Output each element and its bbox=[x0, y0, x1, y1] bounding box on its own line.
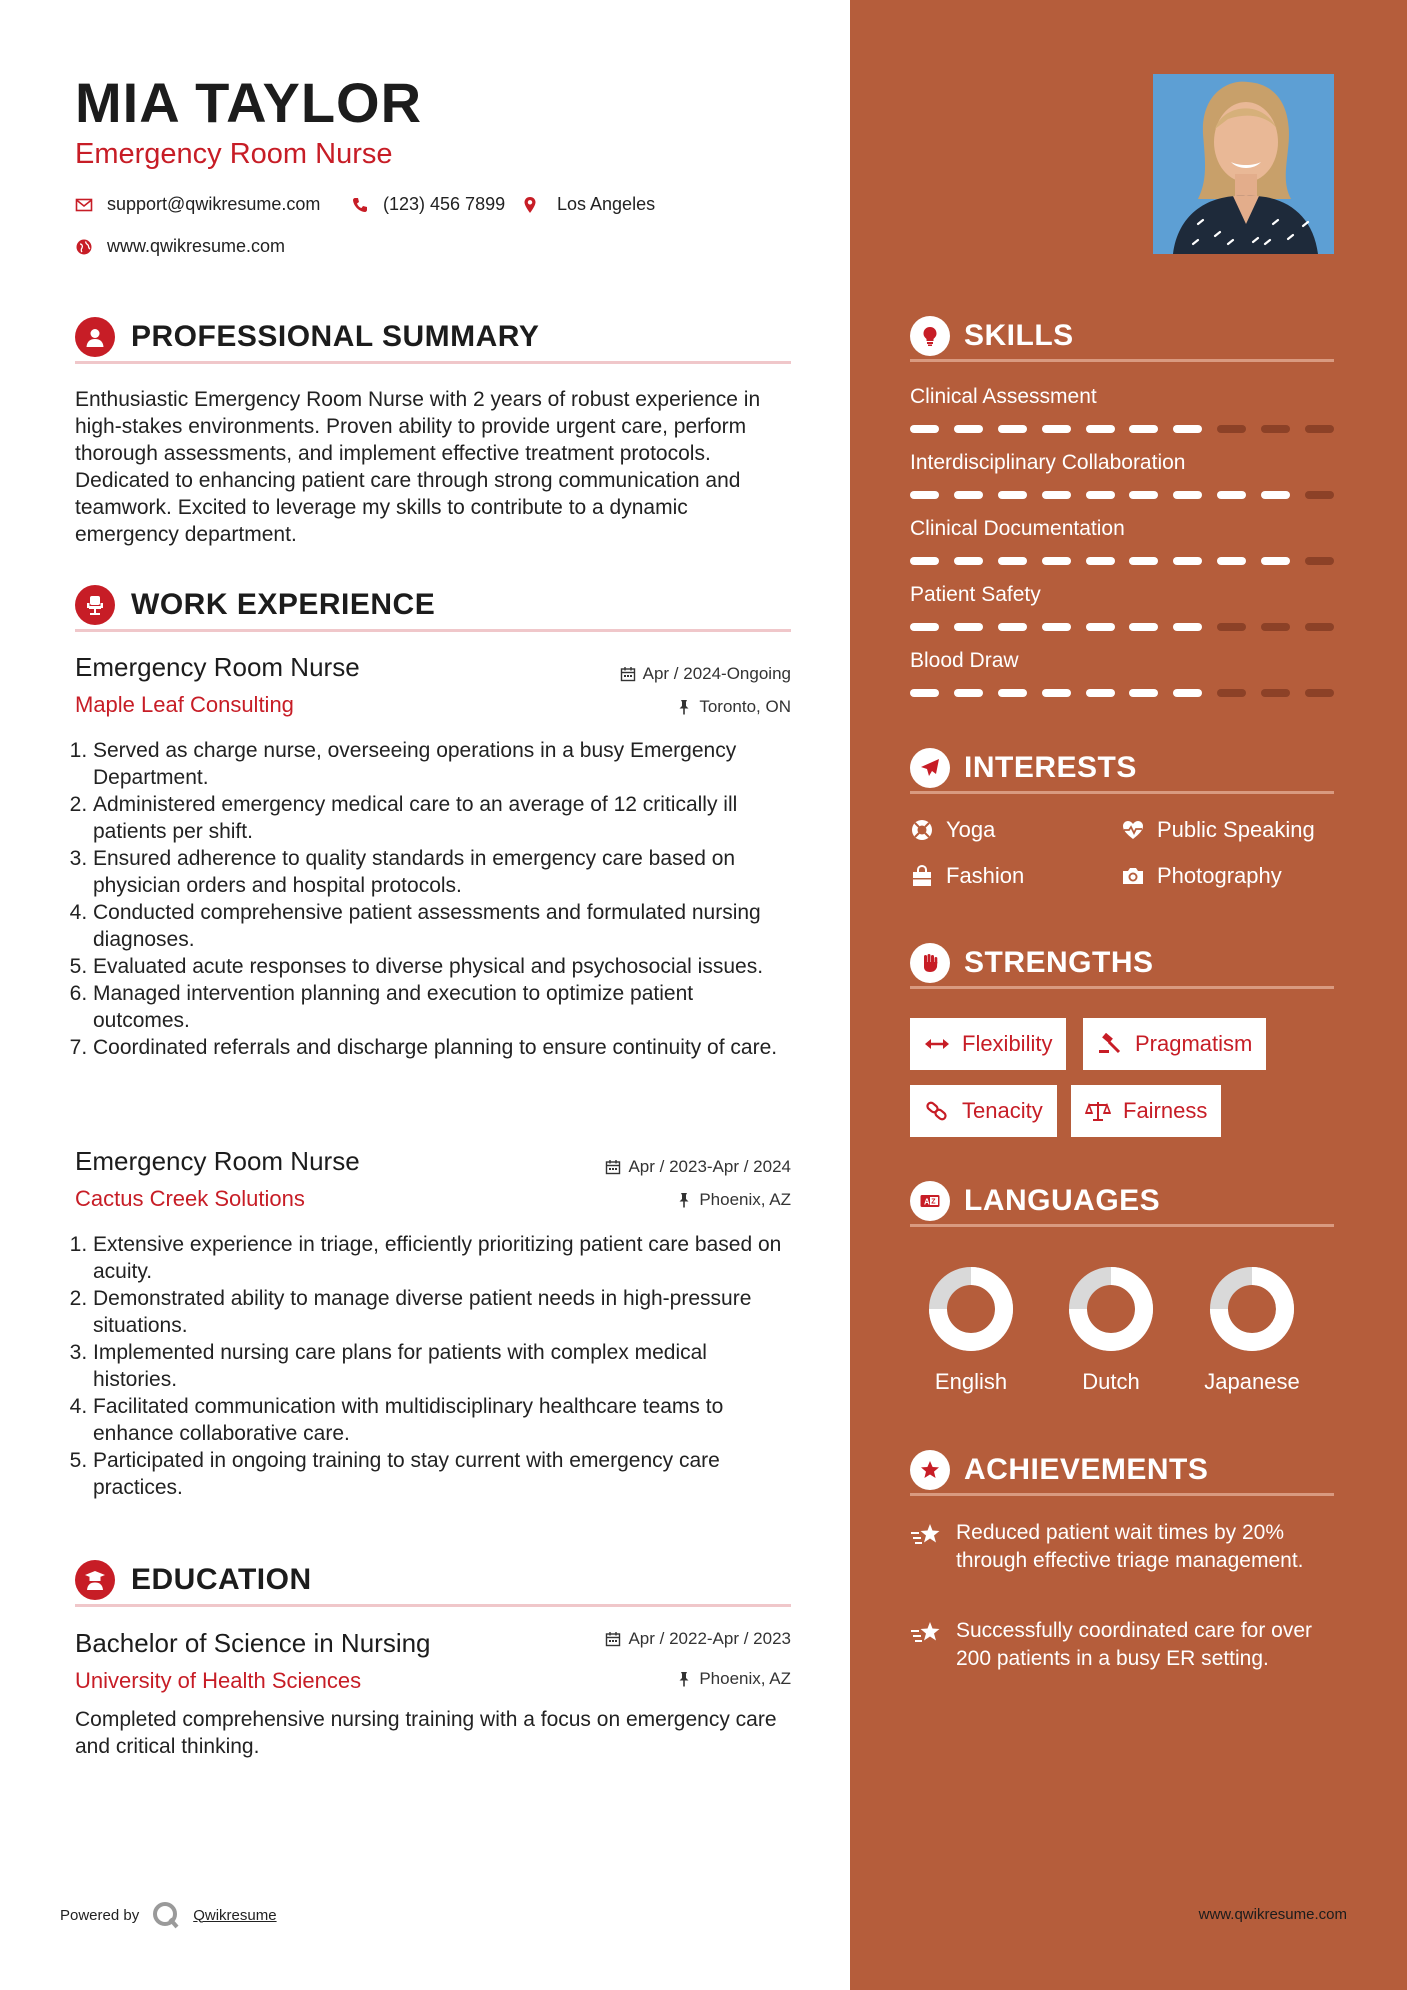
skill-dash bbox=[1305, 425, 1334, 433]
skill-dash bbox=[1217, 623, 1246, 631]
strength-chip bbox=[1083, 1018, 1266, 1070]
language-label: Japanese bbox=[1204, 1369, 1300, 1394]
achievements-title: ACHIEVEMENTS bbox=[964, 1452, 1209, 1486]
job-2-location-text: Phoenix, AZ bbox=[699, 1190, 791, 1209]
website-text: www.qwikresume.com bbox=[107, 236, 286, 256]
sidebar bbox=[850, 0, 1407, 1990]
skill-dash bbox=[910, 689, 939, 697]
pushpin-icon bbox=[676, 699, 692, 715]
skill-dash bbox=[954, 425, 983, 433]
list-item: 6. Managed intervention planning and execution to optimize patient outcomes. bbox=[93, 980, 792, 1034]
job-2-location bbox=[676, 1190, 791, 1210]
skill-dash bbox=[954, 689, 983, 697]
language-donut bbox=[929, 1267, 1013, 1351]
list-item: 3. Ensured adherence to quality standards in emergency care based on physician orders and hospital protocols. bbox=[93, 845, 792, 899]
skill-dash bbox=[1086, 689, 1115, 697]
contact-website[interactable] bbox=[75, 236, 285, 257]
contact-phone[interactable] bbox=[351, 194, 505, 215]
skill-dash bbox=[1173, 425, 1202, 433]
skill-dash bbox=[998, 425, 1027, 433]
candidate-role: Emergency Room Nurse bbox=[75, 138, 393, 170]
skill-dash bbox=[1086, 623, 1115, 631]
contact-location bbox=[521, 194, 655, 215]
powered-by bbox=[60, 1900, 277, 1930]
qwikresume-logo-icon bbox=[151, 1900, 181, 1930]
skill-level-bar bbox=[910, 689, 1334, 697]
gavel-icon bbox=[1097, 1033, 1123, 1055]
qwikresume-link[interactable]: Qwikresume bbox=[193, 1906, 277, 1924]
skill-level-bar bbox=[910, 623, 1334, 631]
skill-dash bbox=[998, 557, 1027, 565]
skill-dash bbox=[1217, 491, 1246, 499]
interest-item bbox=[910, 817, 995, 843]
scale-icon bbox=[1085, 1100, 1111, 1122]
language-label: Dutch bbox=[1082, 1369, 1140, 1394]
footer-url[interactable]: www.qwikresume.com bbox=[1198, 1906, 1347, 1923]
skill-dash bbox=[1173, 623, 1202, 631]
list-item: 3. Implemented nursing care plans for patients with complex medical histories. bbox=[93, 1339, 792, 1393]
job-1-location bbox=[676, 697, 791, 717]
skill-dash bbox=[1129, 689, 1158, 697]
skill-dash bbox=[1305, 623, 1334, 631]
skill-dash bbox=[1261, 425, 1290, 433]
strengths-heading bbox=[910, 939, 1334, 989]
skill-dash bbox=[1129, 491, 1158, 499]
job-1-location-text: Toronto, ON bbox=[699, 697, 791, 716]
skill-name: Interdisciplinary Collaboration bbox=[910, 451, 1186, 474]
skill-name: Blood Draw bbox=[910, 649, 1019, 672]
skill-dash bbox=[1042, 491, 1071, 499]
heartbeat-icon bbox=[1121, 818, 1145, 842]
skill-dash bbox=[998, 689, 1027, 697]
interest-item bbox=[1121, 863, 1282, 889]
job-1-bullets bbox=[68, 737, 792, 1061]
arrows-horizontal-icon bbox=[924, 1033, 950, 1055]
language-donut bbox=[1210, 1267, 1294, 1351]
job-1-dates bbox=[620, 664, 791, 684]
list-item: 2. Demonstrated ability to manage diverse patient needs in high-pressure situations. bbox=[93, 1285, 792, 1339]
list-item: 4. Conducted comprehensive patient assessments and formulated nursing diagnoses. bbox=[93, 899, 792, 953]
interests-title: INTERESTS bbox=[964, 750, 1137, 784]
camera-icon bbox=[1121, 864, 1145, 888]
skill-dash bbox=[1042, 557, 1071, 565]
pushpin-icon bbox=[676, 1192, 692, 1208]
globe-icon bbox=[75, 238, 93, 256]
skill-dash bbox=[910, 425, 939, 433]
skill-dash bbox=[1042, 623, 1071, 631]
skill-dash bbox=[1217, 557, 1246, 565]
phone-text: (123) 456 7899 bbox=[383, 194, 506, 214]
skill-dash bbox=[1086, 491, 1115, 499]
interest-label: Fashion bbox=[946, 863, 1025, 888]
calendar-icon bbox=[620, 666, 636, 682]
shooting-star-icon bbox=[910, 1619, 942, 1649]
summary-heading bbox=[75, 312, 791, 364]
achievements-heading bbox=[910, 1446, 1334, 1496]
skill-dash bbox=[1086, 425, 1115, 433]
shopping-bag-icon bbox=[910, 864, 934, 888]
job-2-dates-text: Apr / 2023-Apr / 2024 bbox=[628, 1157, 791, 1176]
list-item: 5. Evaluated acute responses to diverse physical and psychosocial issues. bbox=[93, 953, 792, 980]
skill-dash bbox=[1173, 557, 1202, 565]
education-location-text: Phoenix, AZ bbox=[699, 1669, 791, 1688]
languages-heading bbox=[910, 1177, 1334, 1227]
skill-name: Clinical Assessment bbox=[910, 385, 1097, 408]
interest-item bbox=[1121, 817, 1315, 843]
office-chair-icon bbox=[75, 585, 115, 625]
graduate-icon bbox=[75, 1560, 115, 1600]
link-icon bbox=[924, 1100, 950, 1122]
skill-dash bbox=[998, 491, 1027, 499]
skills-heading bbox=[910, 312, 1334, 362]
skill-name: Clinical Documentation bbox=[910, 517, 1125, 540]
language-donut bbox=[1069, 1267, 1153, 1351]
education-degree: Bachelor of Science in Nursing bbox=[75, 1628, 431, 1658]
education-heading bbox=[75, 1555, 791, 1607]
skill-dash bbox=[1305, 491, 1334, 499]
svg-text:A: A bbox=[924, 1197, 930, 1206]
strengths-title: STRENGTHS bbox=[964, 945, 1154, 979]
skill-dash bbox=[1305, 689, 1334, 697]
languages-title: LANGUAGES bbox=[964, 1183, 1161, 1217]
language-label: English bbox=[934, 1369, 1008, 1394]
job-2-title: Emergency Room Nurse bbox=[75, 1146, 360, 1176]
job-2-company: Cactus Creek Solutions bbox=[75, 1186, 305, 1211]
job-1-company: Maple Leaf Consulting bbox=[75, 692, 294, 717]
pushpin-icon bbox=[676, 1671, 692, 1687]
list-item: 7. Coordinated referrals and discharge planning to ensure continuity of care. bbox=[93, 1034, 792, 1061]
list-item: 1. Extensive experience in triage, efficiently prioritizing patient care based on acuity. bbox=[93, 1231, 792, 1285]
skill-dash bbox=[1261, 557, 1290, 565]
envelope-icon bbox=[75, 196, 93, 214]
lifebuoy-icon bbox=[910, 818, 934, 842]
star-badge-icon bbox=[910, 1450, 950, 1490]
skills-title: SKILLS bbox=[964, 318, 1074, 352]
powered-by-text: Powered by bbox=[60, 1906, 140, 1924]
skill-dash bbox=[954, 623, 983, 631]
education-title: EDUCATION bbox=[131, 1562, 312, 1596]
skill-name: Patient Safety bbox=[910, 583, 1041, 606]
skill-dash bbox=[1173, 491, 1202, 499]
language-icon bbox=[910, 1181, 950, 1221]
strength-chip bbox=[910, 1085, 1057, 1137]
work-heading bbox=[75, 580, 791, 632]
phone-icon bbox=[351, 196, 369, 214]
strength-chip bbox=[1071, 1085, 1221, 1137]
raised-fist-icon bbox=[910, 943, 950, 983]
skill-dash bbox=[998, 623, 1027, 631]
summary-title: PROFESSIONAL SUMMARY bbox=[131, 319, 540, 353]
list-item: 2. Administered emergency medical care to an average of 12 critically ill patients per shift. bbox=[93, 791, 792, 845]
user-icon bbox=[75, 317, 115, 357]
skill-dash bbox=[910, 557, 939, 565]
contact-email[interactable] bbox=[75, 194, 320, 215]
strength-label: Tenacity bbox=[962, 1098, 1043, 1123]
job-1-dates-text: Apr / 2024-Ongoing bbox=[642, 664, 791, 683]
work-title: WORK EXPERIENCE bbox=[131, 587, 436, 621]
strength-label: Pragmatism bbox=[1135, 1031, 1253, 1056]
lightbulb-icon bbox=[910, 316, 950, 356]
skill-dash bbox=[910, 491, 939, 499]
interest-label: Public Speaking bbox=[1157, 817, 1315, 842]
skill-dash bbox=[1305, 557, 1334, 565]
education-dates bbox=[605, 1629, 791, 1649]
skill-dash bbox=[954, 557, 983, 565]
calendar-icon bbox=[605, 1159, 621, 1175]
skill-dash bbox=[1217, 689, 1246, 697]
achievement-text: Reduced patient wait times by 20% through effective triage management. bbox=[956, 1521, 1304, 1572]
skill-dash bbox=[954, 491, 983, 499]
strength-label: Flexibility bbox=[962, 1031, 1053, 1056]
skill-dash bbox=[1217, 425, 1246, 433]
achievement-item bbox=[910, 1617, 1334, 1673]
skill-dash bbox=[1261, 689, 1290, 697]
skill-dash bbox=[910, 623, 939, 631]
svg-text:Z: Z bbox=[931, 1198, 936, 1206]
job-2-bullets bbox=[68, 1231, 792, 1501]
skill-dash bbox=[1042, 425, 1071, 433]
skill-dash bbox=[1086, 557, 1115, 565]
shooting-star-icon bbox=[910, 1521, 942, 1551]
candidate-name: MIA TAYLOR bbox=[75, 71, 423, 134]
map-marker-icon bbox=[521, 196, 539, 214]
skill-level-bar bbox=[910, 425, 1334, 433]
email-text: support@qwikresume.com bbox=[107, 194, 321, 214]
job-2-dates bbox=[605, 1157, 791, 1177]
summary-text: Enthusiastic Emergency Room Nurse with 2 years of robust experience in high-stakes environments. Proven ability to provide urgent care, perform thorough assessments, and implement effective treatment protocols. Dedicated to enhancing patient care through strong communication and teamwork. Excited to leverage my skills to contribute to a dynamic emergency department. bbox=[75, 388, 761, 546]
job-1-title: Emergency Room Nurse bbox=[75, 652, 360, 682]
skill-dash bbox=[1261, 491, 1290, 499]
portrait-illustration bbox=[1153, 74, 1334, 254]
list-item: 4. Facilitated communication with multidisciplinary healthcare teams to enhance collaborative care. bbox=[93, 1393, 792, 1447]
skill-dash bbox=[1261, 623, 1290, 631]
skill-level-bar bbox=[910, 491, 1334, 499]
list-item: 5. Participated in ongoing training to stay current with emergency care practices. bbox=[93, 1447, 792, 1501]
interest-item bbox=[910, 863, 1024, 889]
skill-dash bbox=[1129, 425, 1158, 433]
strength-chip bbox=[910, 1018, 1066, 1070]
paper-plane-icon bbox=[910, 748, 950, 788]
achievement-text: Successfully coordinated care for over 200 patients in a busy ER setting. bbox=[956, 1619, 1313, 1670]
profile-photo bbox=[1153, 74, 1334, 254]
skill-dash bbox=[1129, 623, 1158, 631]
strength-label: Fairness bbox=[1123, 1098, 1208, 1123]
location-text: Los Angeles bbox=[557, 194, 656, 214]
achievement-item bbox=[910, 1519, 1334, 1575]
list-item: 1. Served as charge nurse, overseeing operations in a busy Emergency Department. bbox=[93, 737, 792, 791]
interests-heading bbox=[910, 744, 1334, 794]
skill-level-bar bbox=[910, 557, 1334, 565]
interest-label: Photography bbox=[1157, 863, 1282, 888]
education-dates-text: Apr / 2022-Apr / 2023 bbox=[628, 1629, 791, 1648]
skill-dash bbox=[1042, 689, 1071, 697]
skill-dash bbox=[1129, 557, 1158, 565]
education-text: Completed comprehensive nursing training with a focus on emergency care and critical thinking. bbox=[75, 1708, 777, 1758]
education-school: University of Health Sciences bbox=[75, 1668, 362, 1693]
calendar-icon bbox=[605, 1631, 621, 1647]
interest-label: Yoga bbox=[946, 817, 996, 842]
education-location bbox=[676, 1669, 791, 1689]
skill-dash bbox=[1173, 689, 1202, 697]
